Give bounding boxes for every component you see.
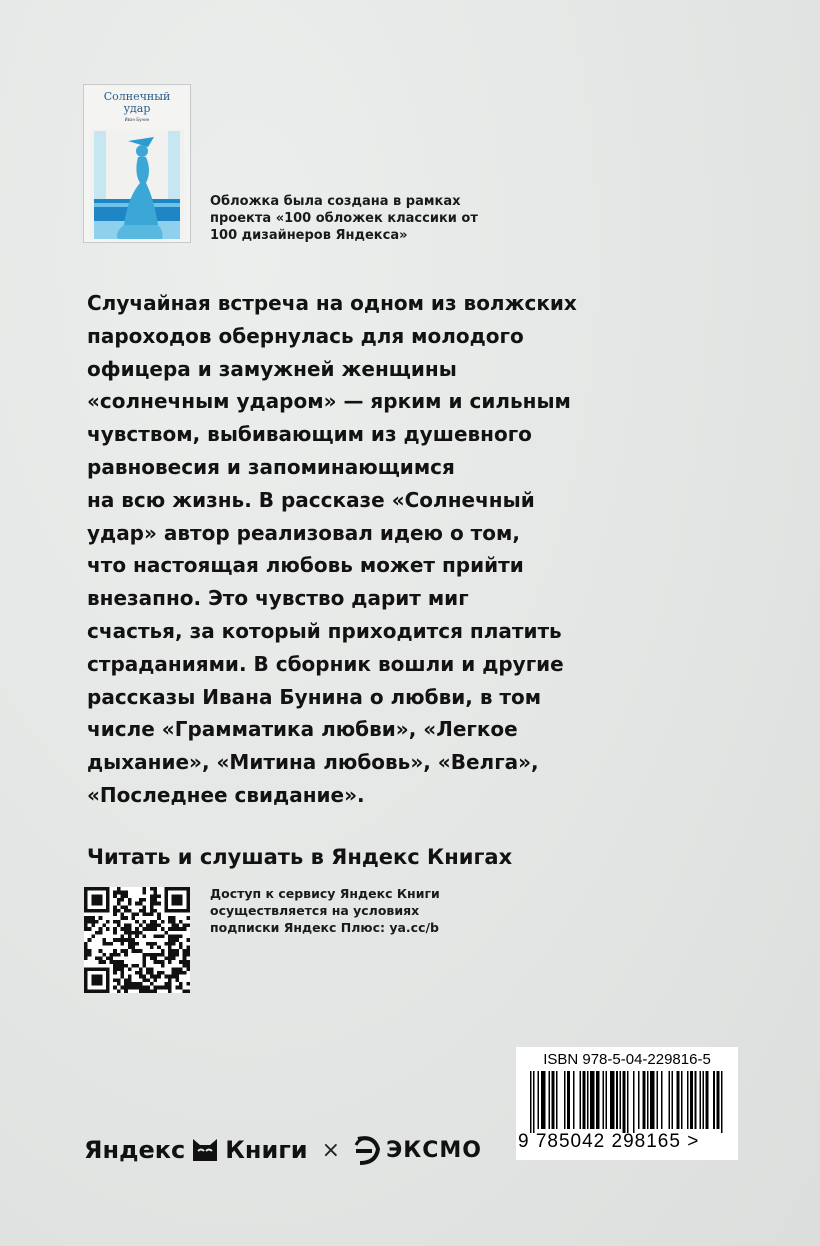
description-line: равновесия и запоминающимся <box>87 454 455 479</box>
logo-separator: × <box>321 1137 341 1163</box>
description-line: «солнечным ударом» — ярким и сильным <box>87 389 571 414</box>
isbn-number: ISBN 978-5-04-229816-5 <box>543 1051 711 1068</box>
cover-thumbnail-title <box>84 91 190 115</box>
isbn-barcode <box>516 1047 738 1160</box>
description-line: страданиями. В сборник вошли и другие <box>87 651 564 676</box>
description-line: что настоящая любовь может прийти <box>87 553 524 578</box>
read-heading: Читать и слушать в Яндекс Книгах <box>87 845 513 869</box>
description-line: на всю жизнь. В рассказе «Солнечный <box>87 487 535 512</box>
description-line: офицера и замужней женщины <box>87 356 457 381</box>
description-line: дыхание», «Митина любовь», «Велга», <box>87 750 539 775</box>
description-line: рассказы Ивана Бунина о любви, в том <box>87 684 542 709</box>
cover-thumbnail-author: Иван Бунин <box>124 117 150 122</box>
barcode-bars <box>530 1071 724 1133</box>
books-logo-text: Книги <box>225 1136 308 1164</box>
description-line: счастья, за который приходится платить <box>87 618 562 643</box>
description-line: «Последнее свидание». <box>87 782 365 807</box>
description-line: Случайная встреча на одном из волжских <box>87 291 577 315</box>
cover-illustration <box>84 121 190 242</box>
book-description <box>87 287 577 812</box>
yandex-books-cat-icon <box>191 1137 219 1163</box>
cover-caption: Обложка была создана в рамках проекта «100 обложек классики от 100 дизайнеров Яндекса» <box>210 194 478 243</box>
description-line: чувством, выбивающим из душевного <box>87 422 532 447</box>
subscription-note: Доступ к сервису Яндекс Книги осуществляется на условиях подписки Яндекс Плюс: ya.cc/b <box>210 886 440 935</box>
description-line: внезапно. Это чувство дарит миг <box>87 586 469 611</box>
cover-thumbnail <box>84 85 190 242</box>
cover-thumbnail-title-line2: удар <box>123 102 151 115</box>
qr-code-pattern <box>84 887 190 993</box>
description-line: удар» автор реализовал идею о том, <box>87 520 520 545</box>
ean-digits: 9 785042 298165 > <box>518 1131 700 1152</box>
description-line: числе «Грамматика любви», «Легкое <box>87 717 518 742</box>
eksmo-logo-icon <box>352 1133 382 1167</box>
qr-code[interactable] <box>84 887 190 993</box>
description-line: пароходов обернулась для молодого <box>87 323 524 348</box>
cover-thumbnail-title-line1: Солнечный <box>103 90 171 103</box>
eksmo-logo-text: ЭКСМО <box>386 1137 482 1163</box>
publisher-logos <box>84 1130 482 1170</box>
yandex-logo-text: Яндекс <box>84 1136 186 1164</box>
